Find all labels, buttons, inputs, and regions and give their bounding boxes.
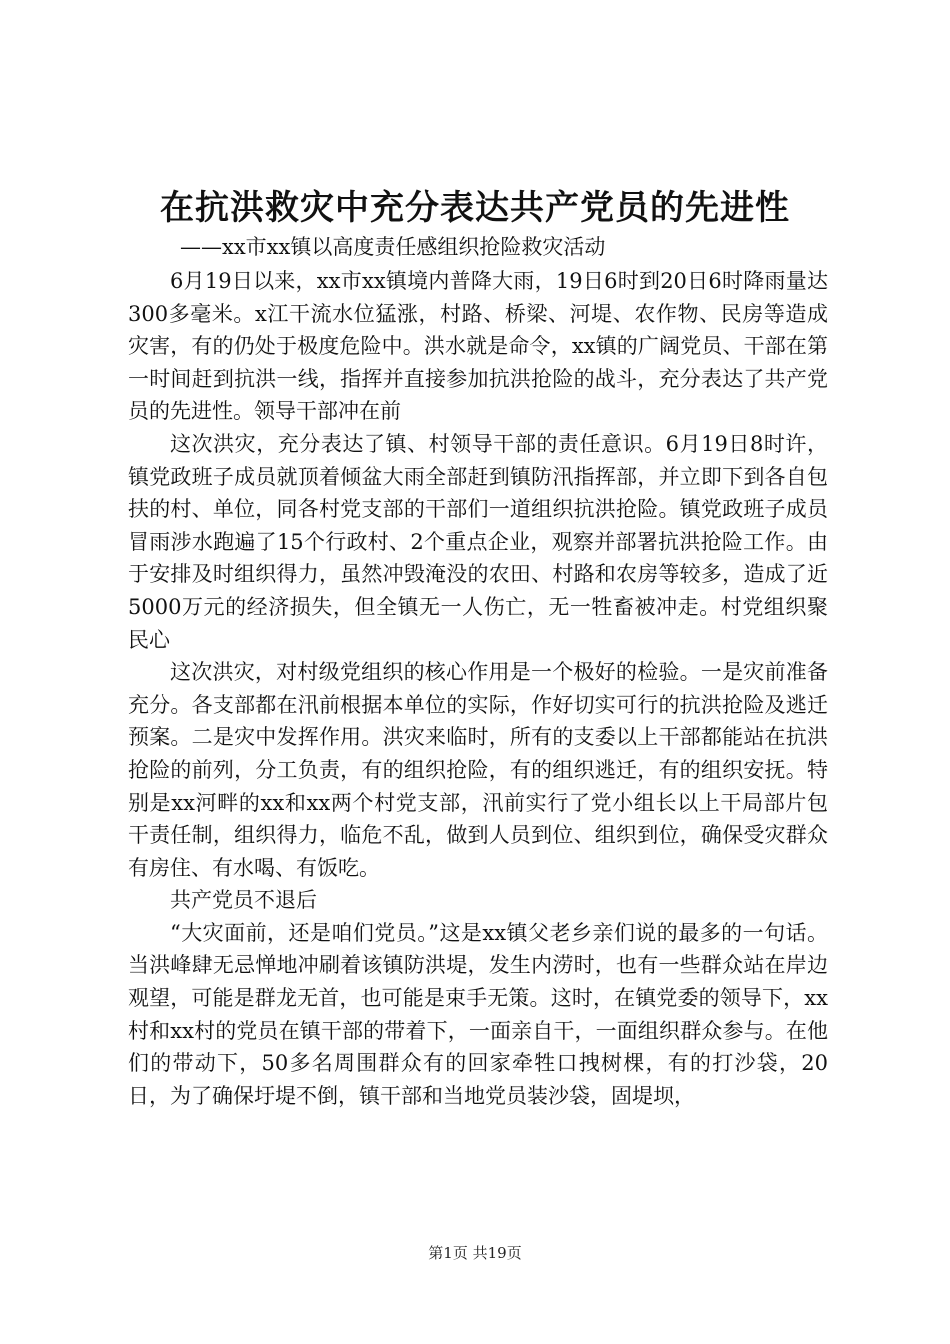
paragraph-leaders: 这次洪灾，充分表达了镇、村领导干部的责任意识。6月19日8时许，镇党政班子成员就顶着倾盆大雨全部赶到镇防汛指挥部，并立即下到各自包扶的村、单位，同各村党支部的干部们一道组织抗洪抢险。镇党政班子成员冒雨涉水跑遍了15个行政村、2个重点企业，观察并部署抗洪抢险工作。由于安排及时组织得力，虽然冲毁淹没的农田、村路和农房等较多，造成了近5000万元的经济损失，但全镇无一人伤亡，无一牲畜被冲走。村党组织聚民心 [128, 431, 828, 652]
document-subtitle: ——xx市xx镇以高度责任感组织抢险救灾活动 [180, 235, 606, 259]
document-body [128, 265, 828, 1112]
page-number: 第1页 共19页 [428, 1244, 522, 1262]
section-heading-members: 共产党员不退后 [170, 888, 317, 913]
paragraph-intro: 6月19日以来，xx市xx镇境内普降大雨，19日6时到20日6时降雨量达300多毫米。x江干流水位猛涨，村路、桥梁、河堤、农作物、民房等造成灾害，有的仍处于极度危险中。洪水就是命令，xx镇的广阔党员、干部在第一时间赶到抗洪一线，指挥并直接参加抗洪抢险的战斗，充分表达了共产党员的先进性。领导干部冲在前 [128, 269, 828, 424]
paragraph-village-party: 这次洪灾，对村级党组织的核心作用是一个极好的检验。一是灾前准备充分。各支部都在汛前根据本单位的实际，作好切实可行的抗洪抢险及逃迁预案。二是灾中发挥作用。洪灾来临时，所有的支委以上干部都能站在抗洪抢险的前列，分工负责，有的组织抢险，有的组织逃迁，有的组织安抚。特别是xx河畔的xx和xx两个村党支部，汛前实行了党小组长以上干局部片包干责任制，组织得力，临危不乱，做到人员到位、组织到位，确保受灾群众有房住、有水喝、有饭吃。 [128, 660, 828, 880]
paragraph-members: “大灾面前，还是咱们党员。”这是xx镇父老乡亲们说的最多的一句话。当洪峰肆无忌惮地冲刷着该镇防洪堤，发生内涝时，也有一些群众站在岸边观望，可能是群龙无首，也可能是束手无策。这时，在镇党委的领导下，xx村和xx村的党员在镇干部的带着下，一面亲自干，一面组织群众参与。在他们的带动下，50多名周围群众有的回家牵牲口拽树棵，有的打沙袋，20日，为了确保圩堤不倒，镇干部和当地党员装沙袋，固堤坝， [128, 920, 828, 1108]
document-title: 在抗洪救灾中充分表达共产党员的先进性 [160, 188, 790, 228]
